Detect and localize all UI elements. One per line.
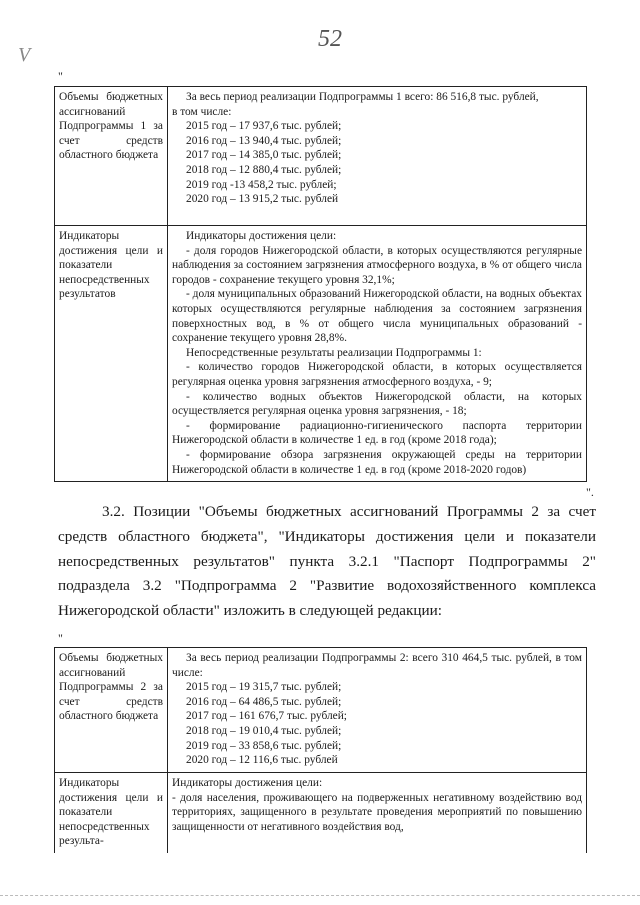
budget-line: 2019 год -13 458,2 тыс. рублей; bbox=[186, 178, 337, 191]
table-row bbox=[55, 773, 587, 853]
indicator-item: - доля муниципальных образований Нижегородской области, на водных объектах которых осуществляются регулярные наблюдения за состоянием загрязнения поверхностных вод, в % от общего числа муниципальных образований - сохранение текущего уровня 28,8%. bbox=[172, 288, 582, 345]
opening-quote: " bbox=[58, 69, 63, 83]
table-row bbox=[55, 648, 587, 773]
budget-line: За весь период реализации Подпрограммы 1 всего: 86 516,8 тыс. рублей, bbox=[186, 91, 539, 103]
indicators-heading: Индикаторы достижения цели: bbox=[186, 230, 337, 242]
budget-line: 2015 год – 17 937,6 тыс. рублей; bbox=[186, 120, 342, 133]
indicators-heading: Индикаторы достижения цели: bbox=[172, 777, 323, 789]
budget-value-cell bbox=[168, 648, 587, 773]
budget-line: 2015 год – 19 315,7 тыс. рублей; bbox=[186, 681, 342, 694]
budget-line: 2016 год – 64 486,5 тыс. рублей; bbox=[186, 695, 342, 708]
result-item: - количество водных объектов Нижегородской области, на которых осуществляется регулярная оценка уровня загрязнения, - 18; bbox=[172, 390, 582, 418]
budget-line: 2019 год – 33 858,6 тыс. рублей; bbox=[186, 739, 342, 752]
budget-line: 2020 год – 13 915,2 тыс. рублей bbox=[186, 193, 339, 206]
budget-line: 2017 год – 14 385,0 тыс. рублей; bbox=[186, 149, 342, 162]
table-row bbox=[55, 226, 587, 482]
indicators-value-cell bbox=[168, 773, 587, 853]
passport-table-1 bbox=[54, 86, 587, 482]
budget-line: 2020 год – 12 116,6 тыс. рублей bbox=[186, 754, 338, 767]
indicators-label-cell: Индикаторы достижения цели и показатели непосредственных результа- bbox=[55, 773, 168, 853]
result-item: - количество городов Нижегородской области, в которых осуществляется регулярная оценка уровня загрязнения атмосферного воздуха, - 9; bbox=[172, 361, 582, 388]
passport-table-2 bbox=[54, 647, 587, 853]
indicator-item: - доля населения, проживающего на подверженных негативному воздействию вод территориях, защищенного в результате проведения мероприятий по повышению защищенности от негативного воздействия вод, bbox=[172, 791, 582, 833]
budget-line: 2018 год – 19 010,4 тыс. рублей; bbox=[186, 724, 342, 737]
table-row bbox=[55, 87, 587, 226]
budget-line: За весь период реализации Подпрограммы 2: всего 310 464,5 тыс. рублей, в том числе: bbox=[172, 652, 582, 679]
indicator-item: - доля городов Нижегородской области, в которых осуществляются регулярные наблюдения за состоянием загрязнения атмосферного воздуха, в % от общего числа городов - сохранение текущего уровня 32,1%; bbox=[172, 244, 582, 286]
budget-label-cell: Объемы бюджетных ассигнований Подпрограммы 2 за счет средств областного бюджета bbox=[55, 648, 168, 773]
indicators-value-cell bbox=[168, 226, 587, 482]
result-item: - формирование обзора загрязнения окружающей среды на территории Нижегородской области в количестве 1 ед. в год (кроме 2018-2020 годов) bbox=[172, 448, 582, 476]
opening-quote-2: " bbox=[58, 631, 63, 645]
margin-mark: V bbox=[18, 44, 31, 66]
result-item: - формирование радиационно-гигиенического паспорта территории Нижегородской области в количестве 1 ед. в год (кроме 2018 года); bbox=[172, 419, 582, 447]
indicators-label-cell: Индикаторы достижения цели и показатели непосредственных результатов bbox=[55, 226, 168, 482]
budget-line: 2018 год – 12 880,4 тыс. рублей; bbox=[186, 163, 342, 176]
budget-value-cell bbox=[168, 87, 587, 226]
amendment-paragraph: 3.2. Позиции "Объемы бюджетных ассигнований Программы 2 за счет средств областного бюджета", "Индикаторы достижения цели и показатели непосредственных результатов" пункта 3.2.1 "Паспорт Подпрограммы 2" подраздела 3.2 "Подпрограмма 2 "Развитие водохозяйственного комплекса Нижегородской области" изложить в следующей редакции: bbox=[58, 503, 596, 620]
results-heading: Непосредственные результаты реализации Подпрограммы 1: bbox=[186, 346, 482, 359]
budget-line: 2016 год – 13 940,4 тыс. рублей; bbox=[186, 134, 342, 147]
closing-quote: ". bbox=[586, 485, 594, 499]
page-bottom-edge bbox=[0, 895, 640, 896]
budget-line: 2017 год – 161 676,7 тыс. рублей; bbox=[186, 710, 347, 723]
budget-line: в том числе: bbox=[172, 105, 232, 118]
page-number: 52 bbox=[318, 26, 342, 52]
budget-label-cell: Объемы бюджетных ассигнований Подпрограммы 1 за счет средств областного бюджета bbox=[55, 87, 168, 226]
